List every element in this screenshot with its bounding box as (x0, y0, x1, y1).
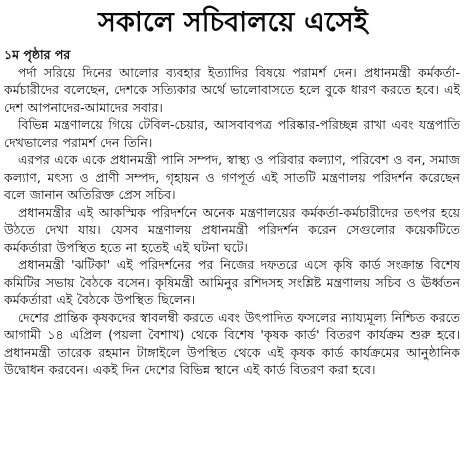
paragraph-3: এরপর একে একে প্রধানমন্ত্রী পানি সম্পদ, স্বাস্থ্য ও পরিবার কল্যাণ, পরিবেশ ও বন, সমাজ কল্যাণ, মৎস্য ও প্রাণী সম্পদ, গৃহায়ন ও গণপূর্ত এই সাতটি মন্ত্রণালয় পরিদর্শন করেছেন বলে জানান অতিরিক্ত প্রেস সচিব। (4, 152, 460, 202)
paragraph-1: পর্দা সরিয়ে দিনের আলোর ব্যবহার ইত্যাদির বিষয়ে পরামর্শ দেন। প্রধানমন্ত্রী কর্মকর্তা-কর্মচারীদের বলেছেন, দেশকে সত্যিকার অর্থে ভালোবাসতে হলে বুকে ধারণ করতে হবে। এই দেশ আপনাদের-আমাদের সবার। (4, 64, 460, 115)
article-body (4, 46, 460, 466)
paragraph-4: প্রধানমন্ত্রীর এই আকস্মিক পরিদর্শনে অনেক মন্ত্রণালয়ের কর্মকর্তা-কর্মচারীদের তৎপর হয়ে উঠতে দেখা যায়। যেসব মন্ত্রণালয় প্রধানমন্ত্রী পরিদর্শন করেন সেগুলোর কয়েকটিতে কর্মকর্তারা উপস্থিত হতে না হতেই এই ঘটনা ঘটে। (4, 204, 460, 255)
headline: সকালে সচিবালয়ে এসেই (97, 7, 369, 38)
paragraph-6: দেশের প্রান্তিক কৃষকদের স্বাবলম্বী করতে এবং উৎপাদিত ফসলের ন্যায্যমূল্য নিশ্চিত করতে আগামী ১৪ এপ্রিল (পয়লা বৈশাখ) থেকে বিশেষ 'কৃষক কার্ড' বিতরণ কার্যক্রম শুরু হবে। প্রধানমন্ত্রী তারেক রহমান টাঙ্গাইলে উপস্থিত থেকে এই কৃষক কার্ড কার্যক্রমের আনুষ্ঠানিক উদ্বোধন করবেন। একই দিন দেশের বিভিন্ন স্থানে এই কার্ড বিতরণ করা হবে। (4, 309, 460, 377)
paragraph-5: প্রধানমন্ত্রী 'ঝটিকা' এই পরিদর্শনের পর নিজের দফতরে এসে কৃষি কার্ড সংক্রান্ত বিশেষ কমিটির সভায় বৈঠকে বসেন। কৃষিমন্ত্রী আমিনুর রশিদসহ সংশ্লিষ্ট মন্ত্রণালয় সচিব ও ঊর্ধ্বতন কর্মকর্তারা এই বৈঠকে উপস্থিত ছিলেন। (4, 257, 460, 307)
continued-from-page-label: ১ম পৃষ্ঠার পর (4, 47, 71, 62)
paragraph-2: বিভিন্ন মন্ত্রণালয়ে গিয়ে টেবিল-চেয়ার, আসবাবপত্র পরিষ্কার-পরিচ্ছন্ন রাখা এবং যন্ত্রপাতি দেখভালের পরামর্শ দেন তিনি। (4, 117, 460, 150)
